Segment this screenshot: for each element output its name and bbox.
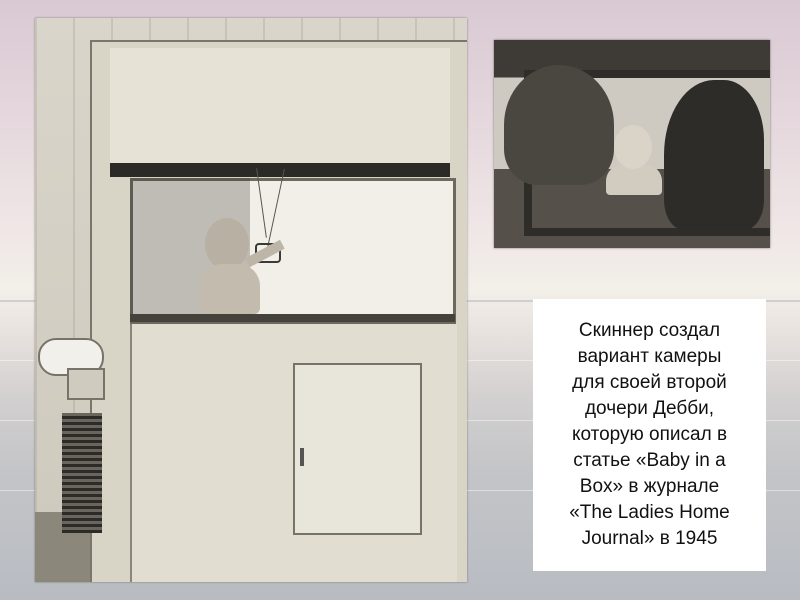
door-handle <box>300 448 304 466</box>
woman-left <box>504 65 614 185</box>
baby-head <box>205 218 249 270</box>
paper-roll-holder <box>67 368 105 400</box>
caption-text: Скиннер создал вариант камеры для своей второй дочери Дебби, которую описал в статье «Baby in a Box» в журнале «The Ladies Home Journal» в 1945 <box>569 320 730 549</box>
window-rail <box>130 314 455 322</box>
heater-vent <box>62 413 102 533</box>
woman-right <box>664 80 764 230</box>
child-body <box>606 165 662 195</box>
main-photo <box>35 18 467 582</box>
cabinet-top-panel <box>110 48 450 177</box>
baby-body <box>200 264 260 314</box>
inset-photo <box>494 40 770 248</box>
caption-box <box>533 299 766 571</box>
child-head <box>614 125 652 169</box>
cabinet-door <box>293 363 422 535</box>
